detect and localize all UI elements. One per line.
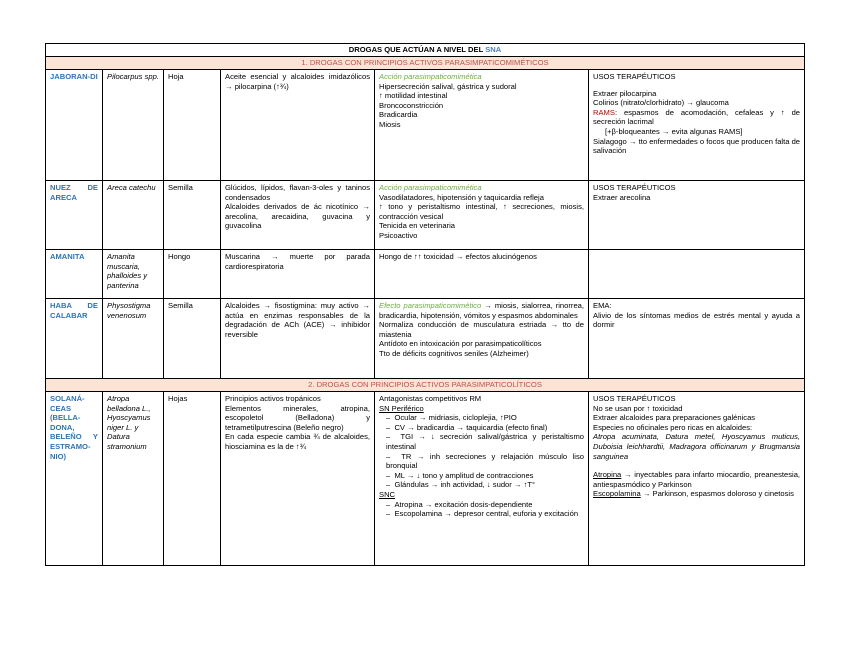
rams-label: RAMS: [593, 107, 615, 117]
action-line: ↑ tono y peristaltismo intestinal, ↑ secreciones, miosis, contracción vesical: [379, 202, 584, 221]
pharmacological-action: [375, 299, 589, 379]
row-jaborandi: [46, 70, 805, 181]
therapeutic-uses: [589, 250, 805, 299]
pharmacological-action: Hongo de ↑↑ toxicidad → efectos alucinógenos: [375, 250, 589, 299]
drug-name: NUEZ DE ARECA: [46, 181, 103, 250]
species: Areca catechu: [103, 181, 164, 250]
principles-line: Elementos minerales, atropina, escopoletol (Belladona) y tetrametilputrescina (Beleño negro): [225, 403, 370, 432]
action-line: Bradicardia: [379, 110, 418, 120]
use-line: Colirios (nitrato/clorhidrato) → glaucoma: [593, 98, 729, 108]
action-line: Normaliza conducción de musculatura estriada → tto de miastenia: [379, 320, 584, 339]
action-line: Tto de déficits cognitivos seniles (Alzheimer): [379, 348, 529, 358]
use-line: Especies no oficinales pero ricas en alcaloides:: [593, 422, 753, 432]
drug-name: HABA DE CALABAR: [46, 299, 103, 379]
use-line: No se usan por ↑ toxicidad: [593, 403, 683, 413]
action-line: Miosis: [379, 119, 401, 129]
active-principles: Aceite esencial y alcaloides imidazólicos → pilocarpina (↑¾): [221, 70, 375, 181]
therapeutic-uses: [589, 70, 805, 181]
action-effects: → miosis, sialorrea, rinorrea, bradicardia, hipotensión, vómitos y espasmos abdominales: [379, 301, 584, 320]
active-principles: Alcaloides → fisostigmina: muy activo → actúa en enzimas responsables de la degradación de ACh (ACE) → inhibidor reversible: [221, 299, 375, 379]
snp-item: – TR → inh secreciones y relajación músculo liso bronquial: [386, 451, 585, 471]
action-heading: Acción parasimpaticomimética: [379, 183, 482, 192]
plant-part: Semilla: [164, 299, 221, 379]
uses-heading: USOS TERAPÉUTICOS: [593, 183, 676, 192]
uses-heading: USOS TERAPÉUTICOS: [593, 394, 676, 403]
rams-line: [593, 108, 800, 127]
action-line: Vasodilatadores, hipotensión y taquicardia refleja: [379, 192, 544, 202]
row-amanita: [46, 250, 805, 299]
action-line: Broncoconstricción: [379, 100, 444, 110]
use-line: Extraer arecolina: [593, 192, 651, 202]
escopolamina-use: Escopolamina → Parkinson, espasmos doloroso y cinetosis: [593, 489, 794, 499]
plant-part: Semilla: [164, 181, 221, 250]
therapeutic-uses: [589, 392, 805, 566]
principles-line: Alcaloides derivados de ác nicotínico → arecolina, arecaidina, guvacina y guvacolina: [225, 202, 370, 231]
plant-part: Hongo: [164, 250, 221, 299]
sna-drugs-table: [45, 43, 805, 566]
section-header-parasympathomimetic: 1. DROGAS CON PRINCIPIOS ACTIVOS PARASIMPATICOMIMÉTICOS: [46, 57, 805, 70]
snc-item: – Atropina → excitación dosis-dependiente: [386, 499, 533, 509]
plant-part: Hoja: [164, 70, 221, 181]
pharmacological-action: [375, 392, 589, 566]
species-list: Atropa acuminata, Datura metel, Hyoscyamus muticus, Duboisia leichhardtii, Madragora officinarum y Brugmansia sanguinea: [593, 432, 801, 461]
pharmacological-action: [375, 181, 589, 250]
snp-item: – Ocular → midriasis, cicloplejia, ↑PIO: [386, 413, 517, 423]
use-line: Extraer alcaloides para preparaciones galénicas: [593, 413, 756, 423]
sialagogo-line: Sialagogo → tto enfermedades o focos que producen falta de salivación: [593, 136, 801, 156]
snc-item: – Escopolamina → depresor central, euforia y excitación: [386, 509, 579, 519]
use-line: Alivio de los síntomas medios de estrés mental y ayuda a dormir: [593, 310, 801, 330]
uses-heading: USOS TERAPÉUTICOS: [593, 72, 676, 81]
active-principles: Muscarina → muerte por parada cardiorespiratoria: [221, 250, 375, 299]
table-title: [46, 44, 805, 57]
table-title-prefix: DROGAS QUE ACTÚAN A NIVEL DEL: [348, 45, 486, 54]
uses-heading: EMA:: [593, 301, 612, 310]
action-line: Antídoto en intoxicación por parasimpaticolíticos: [379, 339, 542, 349]
action-first-line: [379, 301, 584, 320]
escopolamina-label: Escopolamina: [593, 489, 641, 499]
drug-name: JABORAN-DI: [46, 70, 103, 181]
row-haba-de-calabar: [46, 299, 805, 379]
snp-heading: SN Periférico: [379, 403, 424, 413]
row-nuez-de-areca: [46, 181, 805, 250]
snc-heading: SNC: [379, 489, 396, 499]
therapeutic-uses: [589, 181, 805, 250]
table-title-sna: SNA: [485, 45, 502, 54]
use-line: Extraer pilocarpina: [593, 88, 657, 98]
snp-item: – TGI → ↓ secreción salival/gástrica y peristaltismo intestinal: [386, 432, 584, 451]
principles-line: Principios activos tropánicos: [225, 394, 321, 403]
principles-line: Glúcidos, lípidos, flavan-3-oles y taninos condensados: [225, 183, 370, 202]
action-line: Tenicida en veterinaria: [379, 221, 455, 231]
snp-item: – ML → ↓ tono y amplitud de contracciones: [386, 470, 534, 480]
drug-name: AMANITA: [46, 250, 103, 299]
rams-text: : espasmos de acomodación, cefaleas y ↑ de secreción lacrimal: [593, 107, 801, 127]
row-solanaceas: [46, 392, 805, 566]
snp-item: – Glándulas → inh actividad, ↓ sudor → ↑T°: [386, 480, 536, 490]
active-principles: [221, 392, 375, 566]
action-line: Hipersecreción salival, gástrica y sudoral: [379, 81, 517, 91]
section-header-parasympatholytic: 2. DROGAS CON PRINCIPIOS ACTIVOS PARASIMPATICOLÍTICOS: [46, 379, 805, 392]
species: Pilocarpus spp.: [103, 70, 164, 181]
action-line: Psicoactivo: [379, 230, 418, 240]
action-heading: Efecto parasimpaticomimético: [379, 301, 482, 310]
atropina-label: Atropina: [593, 470, 622, 480]
pharmacological-action: [375, 70, 589, 181]
principles-line: En cada especie cambia ¾ de alcaloides, hiosciamina es la de ↑¾: [225, 432, 370, 451]
active-principles: [221, 181, 375, 250]
snp-item: – CV → bradicardia → taquicardia (efecto final): [386, 422, 548, 432]
action-line: ↑ motilidad intestinal: [379, 91, 448, 101]
species: Amanita muscaria, phalloides y panterina: [103, 250, 164, 299]
atropina-use: Atropina → inyectables para infarto miocardio, preanestesia, antiespasmódico y Parkinson: [593, 470, 801, 489]
drug-name: SOLANÁ-CEAS (BELLA-DONA, BELEÑO Y ESTRAMO-NIO): [46, 392, 103, 566]
plant-part: Hojas: [164, 392, 221, 566]
action-heading: Acción parasimpaticomimética: [379, 72, 482, 81]
species: Atropa belladona L., Hyoscyamus niger L. y Datura stramonium: [103, 392, 164, 566]
beta-blocker-note: [+β-bloqueantes → evita algunas RAMS]: [605, 126, 743, 136]
therapeutic-uses: [589, 299, 805, 379]
action-heading: Antagonistas competitivos RM: [379, 394, 482, 403]
species: Physostigma venenosum: [103, 299, 164, 379]
